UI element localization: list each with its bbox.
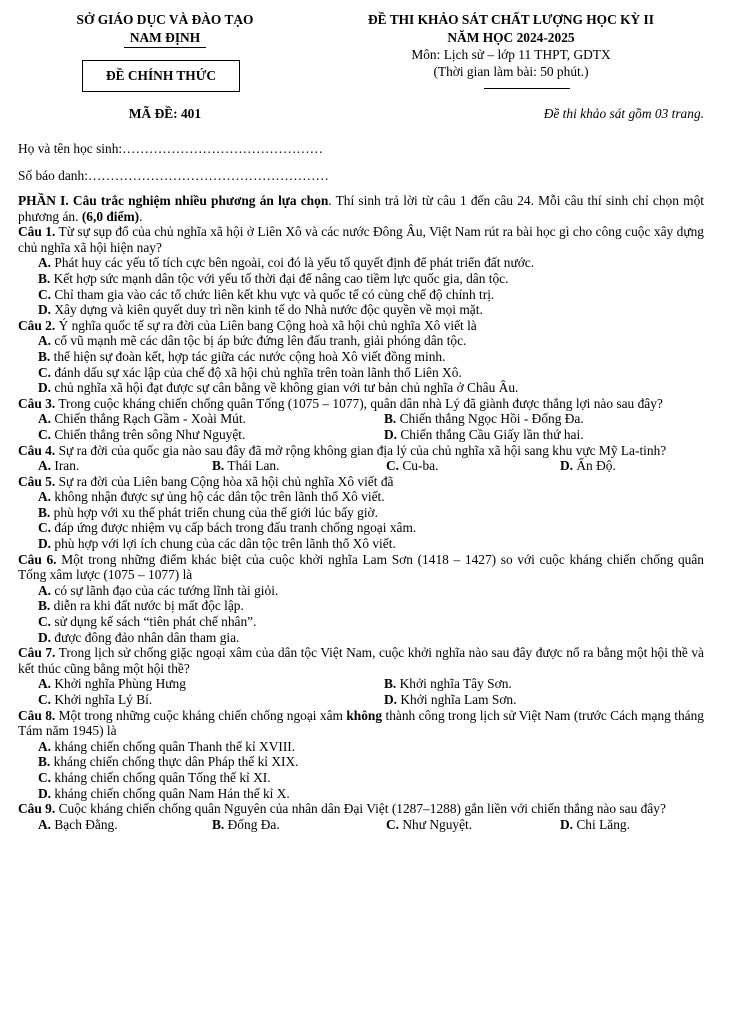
option [38,739,704,755]
option [38,505,704,521]
option-text: Iran. [51,458,80,474]
option-letter: C. [38,769,52,785]
option-letter: B. [38,348,51,364]
option-row [38,411,704,427]
question-label: Câu 8. [18,707,56,723]
option [38,536,704,552]
question-text: Trong cuộc kháng chiến chống quân Tống (1075 – 1077), quân dân nhà Lý đã giành được thắng lợi nào sau đây? [55,395,663,411]
question-text: Sự ra đời của Liên bang Cộng hòa xã hội chủ nghĩa Xô viết đã [55,473,394,489]
option-text: được đông đảo nhân dân tham gia. [51,629,240,645]
option-text: Chi Lăng. [573,816,630,832]
option [38,349,704,365]
option-text: đáp ứng được nhiệm vụ cấp bách trong đấu tranh chống ngoại xâm. [51,520,417,536]
option-letter: C. [38,692,52,707]
option [384,411,584,427]
official-label: ĐỀ CHÍNH THỨC [105,68,217,83]
question-label: Câu 9. [18,801,56,817]
option-text: Chỉ tham gia vào các tổ chức liên kết khu vực và quốc tế có cùng chế độ chính trị. [51,286,495,302]
option-text: diễn ra khi đất nước bị mất độc lập. [50,598,244,614]
option-letter: B. [38,270,51,286]
option-text: kháng chiến chống thực dân Pháp thế kỉ XIX. [50,754,299,770]
option-letter: B. [384,411,397,427]
option-row [38,692,704,708]
option-letter: A. [38,489,52,505]
option [38,754,704,770]
question-9 [18,801,704,817]
option-letter: A. [38,333,52,349]
option-text: phù hợp với lợi ích chung của các dân tộc trên lãnh thổ Xô viết. [51,536,396,552]
option-text: Chiến thắng trên sông Như Nguyệt. [51,426,246,442]
part1-end: . [139,208,143,224]
option [384,427,584,443]
option-row [38,676,704,692]
option-letter: A. [38,582,52,598]
option-text: đánh dấu sự xác lập của chế độ xã hội chủ nghĩa trên toàn lãnh thổ Liên Xô. [51,364,462,380]
option-text: Khởi nghĩa Phùng Hưng [51,676,186,692]
option [38,380,704,396]
option-text: kháng chiến chống quân Nam Hán thế kỉ X. [51,785,290,801]
exam-title: ĐỀ THI KHẢO SÁT CHẤT LƯỢNG HỌC KỲ II [368,12,654,27]
option-letter: D. [38,629,52,645]
question-text: Sự ra đời của quốc gia nào sau đây đã mở rộng không gian địa lý của chủ nghĩa xã hội sang khu vực Mỹ La-tinh? [55,442,667,458]
option [560,817,630,833]
question-text: Cuộc kháng chiến chống quân Nguyên của nhân dân Đại Việt (1287–1288) gắn liền với chiến thắng nào sau đây? [55,801,666,817]
option [386,458,560,474]
province-underline [124,47,206,48]
option-text: Khởi nghĩa Lam Sơn. [397,692,517,707]
question-label: Câu 4. [18,442,56,458]
option-text: Chiến thắng Rạch Gầm - Xoài Mút. [51,411,246,427]
option-letter: D. [38,536,52,552]
question-label: Câu 6. [18,551,57,567]
option [384,692,516,708]
option [212,817,386,833]
question-7 [18,645,704,676]
option-text: Kết hợp sức mạnh dân tộc với yếu tố thời đại để nâng cao tiềm lực quốc gia, dân tộc. [50,270,509,286]
question-label: Câu 3. [18,395,56,411]
question-1 [18,224,704,255]
option-letter: D. [384,692,398,707]
option [38,770,704,786]
option [386,817,560,833]
option-text: Thái Lan. [224,458,280,474]
option-text: có sự lãnh đạo của các tướng lĩnh tài giỏi. [51,582,279,598]
option [560,458,616,474]
question-6 [18,552,704,583]
option-text: không nhận được sự ủng hộ các dân tộc trên lãnh thổ Xô viết. [51,489,385,505]
option [384,676,512,692]
option [38,333,704,349]
option-row [38,458,704,474]
part1-title: PHẦN I. Câu trắc nghiệm nhiều phương án lựa chọn [18,193,329,208]
option-letter: A. [38,255,52,271]
option-letter: D. [384,426,398,442]
question-text: Một trong những điểm khác biệt của cuộc khởi nghĩa Lam Sơn (1418 – 1427) so với cuộc kháng chiến chống quân Tống xâm lược (1075 – 1077) là [18,551,704,583]
option [38,365,704,381]
option-text: Phát huy các yếu tố tích cực bên ngoài, coi đó là yếu tố quyết định để phát triển đất nước. [51,255,535,271]
option-letter: B. [38,598,51,614]
option [38,427,384,443]
option-letter: A. [38,738,52,754]
question-label: Câu 1. [18,224,56,240]
option-letter: C. [38,286,52,302]
option-letter: A. [38,411,52,427]
option-letter: C. [38,520,52,536]
school-year: NĂM HỌC 2024-2025 [447,30,575,45]
question-text: Một trong những cuộc kháng chiến chống ngoại xâm [55,707,347,723]
pages-note: Đề thi khảo sát gồm 03 trang. [543,106,704,121]
province-name: NAM ĐỊNH [129,30,201,45]
option-letter: C. [386,816,400,832]
option-text: Chiến thắng Ngọc Hồi - Đống Đa. [396,411,584,427]
option-text: Như Nguyệt. [399,816,473,832]
option [38,255,704,271]
option-letter: B. [212,458,225,474]
subject-line: Môn: Lịch sử – lớp 11 THPT, GDTX [411,47,611,62]
part1-desc: . Thí sinh trả lời từ câu 1 đến câu 24. Mỗi câu thí sinh chỉ chọn một phương án. [18,193,704,224]
option [38,583,704,599]
option-letter: C. [386,458,400,474]
option [38,614,704,630]
option-letter: B. [38,504,51,520]
option-letter: C. [38,614,52,630]
option-letter: D. [560,458,574,474]
option-text: chủ nghĩa xã hội đạt được sự cân bằng về không gian với tư bản chủ nghĩa ở Châu Âu. [51,380,519,396]
question-4 [18,443,704,459]
option [38,630,704,646]
option-text: Chiến thắng Cầu Giấy lần thứ hai. [397,426,584,442]
question-text: thành công trong lịch sử Việt Nam (trước Cách mạng tháng Tám năm 1945) là [18,707,704,739]
option-text: Bạch Đằng. [51,816,118,832]
option-text: kháng chiến chống quân Tống thế kỉ XI. [51,769,271,785]
option-letter: A. [38,816,52,832]
time-underline [484,88,570,89]
option [38,287,704,303]
option-text: Xây dựng và kiên quyết duy trì nền kinh tế do Nhà nước độc quyền về mọi mặt. [51,302,483,318]
exam-code: MÃ ĐỀ: 401 [128,106,202,121]
option [38,676,384,692]
option [38,458,212,474]
option-letter: D. [38,380,52,396]
question-3 [18,396,704,412]
option-letter: C. [38,426,52,442]
option-letter: B. [384,676,397,692]
option-text: Cu-ba. [399,458,439,474]
option [38,692,384,708]
option-text: thể hiện sự đoàn kết, hợp tác giữa các nước cộng hoà Xô viết đồng minh. [50,348,446,364]
question-5 [18,474,704,490]
option [38,817,212,833]
option-text: Ấn Độ. [573,458,616,474]
option-letter: D. [38,785,52,801]
option-row [38,817,704,833]
option-text: cổ vũ mạnh mẽ các dân tộc bị áp bức đứng lên đấu tranh, giải phóng dân tộc. [51,333,467,349]
question-8 [18,708,704,739]
question-text: Ý nghĩa quốc tế sự ra đời của Liên bang Cộng hoà xã hội chủ nghĩa Xô viết là [55,317,477,333]
option [38,302,704,318]
dept-name: SỞ GIÁO DỤC VÀ ĐÀO TẠO [76,12,254,27]
option-letter: A. [38,458,52,474]
question-2 [18,318,704,334]
question-text: Từ sự sụp đổ của chủ nghĩa xã hội ở Liên Xô và các nước Đông Âu, Việt Nam rút ra bài học gì cho công cuộc xây dựng chủ nghĩa xã hội hiện nay? [18,224,704,255]
option [38,489,704,505]
option-text: Đống Đa. [224,816,280,832]
option [38,598,704,614]
option-text: Khởi nghĩa Lý Bí. [51,692,153,707]
option-letter: B. [38,754,51,770]
option-text: kháng chiến chống quân Thanh thế kỉ XVIII. [51,738,296,754]
exam-body [18,193,704,832]
option [38,411,384,427]
student-id-line: Số báo danh:……………………………………………… [18,168,329,183]
question-label: Câu 2. [18,317,56,333]
question-label: Câu 5. [18,473,56,489]
option-letter: B. [212,816,225,832]
option [212,458,386,474]
option-text: Khởi nghĩa Tây Sơn. [396,676,512,692]
option [38,520,704,536]
student-name-line: Họ và tên học sinh:……………………………………… [18,141,323,156]
option [38,786,704,802]
option [38,271,704,287]
option-text: sử dụng kế sách “tiên phát chế nhân”. [51,614,257,630]
question-emphasis: không [346,707,383,723]
option-letter: D. [38,302,52,318]
part1-intro [18,193,704,224]
part1-score: (6,0 điểm) [81,208,140,224]
question-text: Trong lịch sử chống giặc ngoại xâm của dân tộc Việt Nam, cuộc khởi nghĩa nào sau đây được nổ ra bằng một hội thề và kết thúc cũng bằng một hội thề? [18,645,704,676]
option-letter: A. [38,676,52,692]
option-text: phù hợp với xu thế phát triển chung của thế giới lúc bấy giờ. [50,504,378,520]
time-line: (Thời gian làm bài: 50 phút.) [433,64,589,79]
question-label: Câu 7. [18,645,56,661]
option-row [38,427,704,443]
option-letter: D. [560,816,574,832]
option-letter: C. [38,364,52,380]
